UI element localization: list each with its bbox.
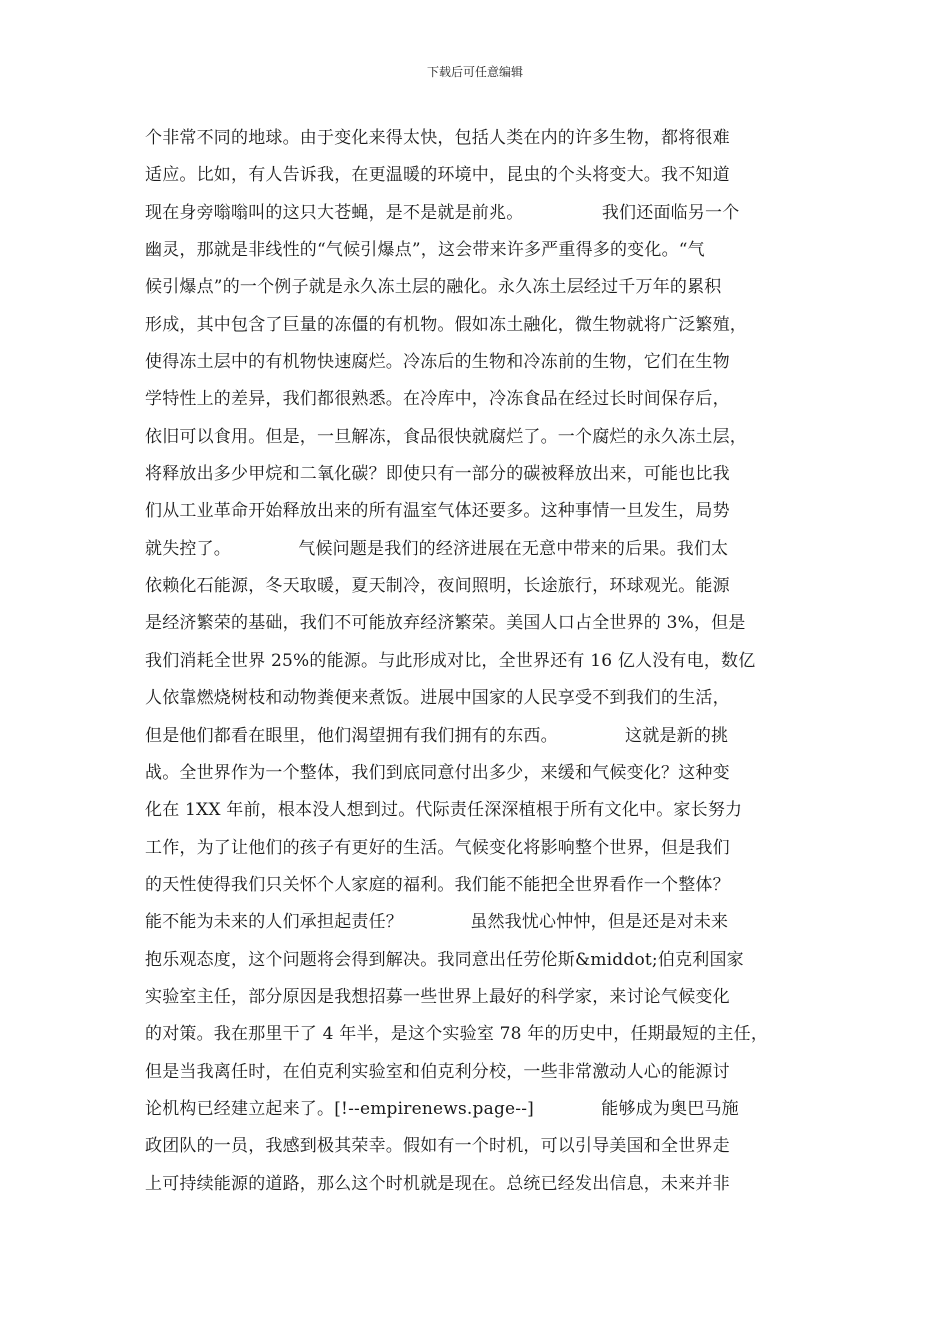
text-line: 形成，其中包含了巨量的冻僵的有机物。假如冻土融化，微生物就将广泛繁殖， <box>145 314 747 335</box>
text-line: 将释放出多少甲烷和二氧化碳？即使只有一部分的碳被释放出来，可能也比我 <box>145 464 730 485</box>
text-line: 抱乐观态度，这个问题将会得到解决。我同意出任劳伦斯&middot;伯克利国家 <box>145 949 744 970</box>
text-line: 实验室主任，部分原因是我想招募一些世界上最好的科学家，来讨论气候变化 <box>145 986 730 1007</box>
text-line: 学特性上的差异，我们都很熟悉。在冷库中，冷冻食品在经过长时间保存后， <box>145 389 730 410</box>
text-line: 就失控了。 气候问题是我们的经济进展在无意中带来的后果。我们太 <box>145 538 729 559</box>
text-line: 幽灵，那就是非线性的“气候引爆点”，这会带来许多严重得多的变化。“气 <box>145 240 705 261</box>
text-line: 论机构已经建立起来了。[!--empirenews.page--] 能够成为奥巴马施 <box>145 1098 739 1119</box>
text-line: 候引爆点”的一个例子就是永久冻土层的融化。永久冻土层经过千万年的累积 <box>145 277 722 298</box>
text-line: 但是他们都看在眼里，他们渴望拥有我们拥有的东西。 这就是新的挑 <box>145 725 729 746</box>
text-line: 但是当我离任时，在伯克利实验室和伯克利分校，一些非常激动人心的能源讨 <box>145 1061 730 1082</box>
text-line: 能不能为未来的人们承担起责任？ 虽然我忧心忡忡，但是还是对未来 <box>145 912 729 933</box>
text-line: 依赖化石能源，冬天取暖，夏天制冷，夜间照明，长途旅行，环球观光。能源 <box>145 576 730 597</box>
text-line: 依旧可以食用。但是，一旦解冻，食品很快就腐烂了。一个腐烂的永久冻土层， <box>145 426 747 447</box>
text-line: 的天性使得我们只关怀个人家庭的福利。我们能不能把全世界看作一个整体？ <box>145 874 730 895</box>
text-line: 人依靠燃烧树枝和动物粪便来煮饭。进展中国家的人民享受不到我们的生活， <box>145 688 730 709</box>
text-line: 个非常不同的地球。由于变化来得太快，包括人类在内的许多生物，都将很难 <box>145 128 730 148</box>
text-line: 上可持续能源的道路，那么这个时机就是现在。总统已经发出信息，未来并非 <box>145 1173 730 1194</box>
text-line: 政团队的一员，我感到极其荣幸。假如有一个时机，可以引导美国和全世界走 <box>145 1136 730 1157</box>
text-line: 工作，为了让他们的孩子有更好的生活。气候变化将影响整个世界，但是我们 <box>145 837 730 858</box>
text-line: 是经济繁荣的基础，我们不可能放弃经济繁荣。美国人口占全世界的 3%，但是 <box>145 613 746 634</box>
page-header: 下载后可任意编辑 <box>426 65 523 79</box>
body-text <box>145 120 805 1203</box>
text-line: 化在 1XX 年前，根本没人想到过。代际责任深深植根于所有文化中。家长努力 <box>145 800 743 821</box>
text-line: 战。全世界作为一个整体，我们到底同意付出多少，来缓和气候变化？这种变 <box>145 762 730 783</box>
text-line: 们从工业革命开始释放出来的所有温室气体还要多。这种事情一旦发生，局势 <box>145 501 730 522</box>
text-line: 适应。比如，有人告诉我，在更温暖的环境中，昆虫的个头将变大。我不知道 <box>145 165 730 186</box>
text-line: 现在身旁嗡嗡叫的这只大苍蝇，是不是就是前兆。 我们还面临另一个 <box>145 202 740 223</box>
text-line: 我们消耗全世界 25%的能源。与此形成对比，全世界还有 16 亿人没有电，数亿 <box>145 650 756 671</box>
text-line: 使得冻土层中的有机物快速腐烂。冷冻后的生物和冷冻前的生物，它们在生物 <box>145 352 730 373</box>
text-line: 的对策。我在那里干了 4 年半，是这个实验室 78 年的历史中，任期最短的主任， <box>145 1024 769 1045</box>
